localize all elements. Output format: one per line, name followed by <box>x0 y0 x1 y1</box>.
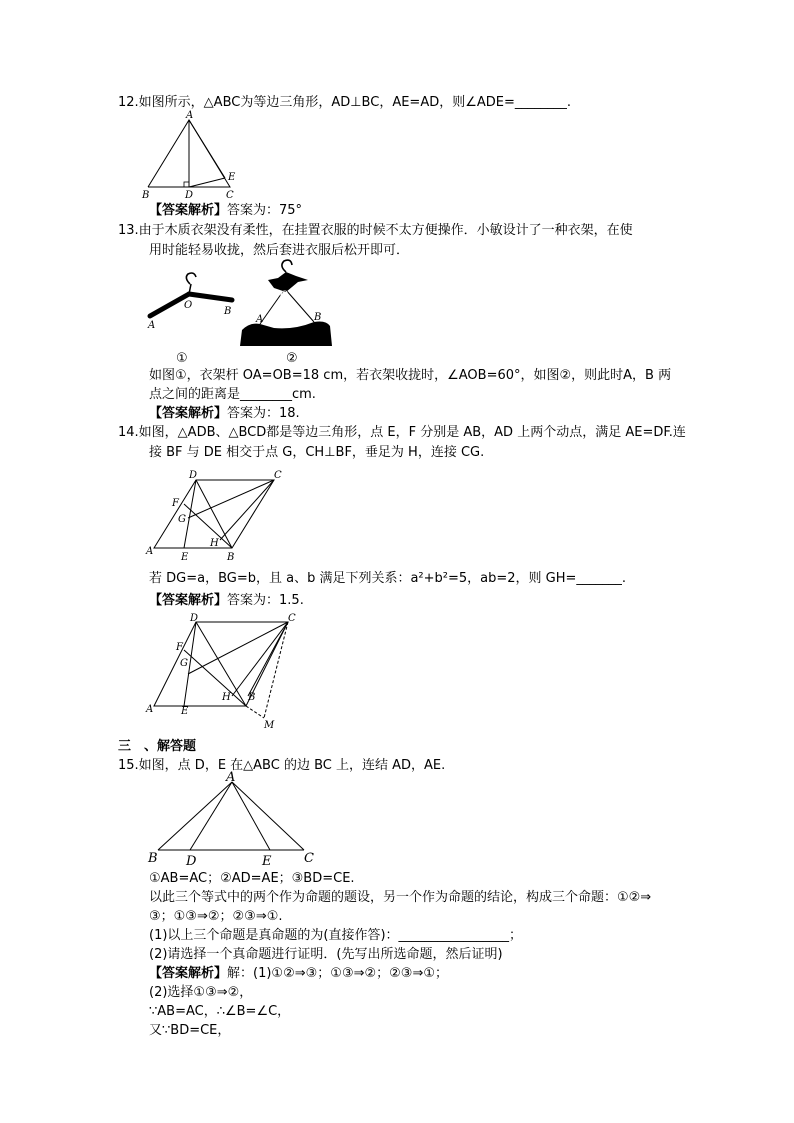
section-title: 三 、解答题 <box>118 739 197 754</box>
q15-label-a: A <box>226 770 236 785</box>
q13-fig2-label-b: B <box>314 312 322 323</box>
q15-label-e: E <box>262 854 272 869</box>
answer-tag: 【答案解析】 <box>149 593 228 608</box>
q15-label-c: C <box>304 851 314 866</box>
q14-ans-label-c: C <box>288 613 296 624</box>
q14-line1: 14.如图，△ADB、△BCD都是等边三角形，点 E，F 分别是 AB，AD 上两个动点，满足 AE=DF.连 <box>118 425 686 440</box>
q15-line2: 以此三个等式中的两个作为命题的题设，另一个作为命题的结论，构成三个命题：①②⇒ <box>149 890 652 905</box>
q15-answer <box>149 965 448 982</box>
q15-figure <box>144 770 324 869</box>
q14-label-c: C <box>274 470 282 481</box>
q14-label-b: B <box>227 552 235 563</box>
q12-label-a: A <box>186 110 194 121</box>
q14-label-d: D <box>189 470 198 481</box>
q13-line4: 点之间的距离是________cm. <box>149 387 316 402</box>
q14-ans-label-m: M <box>264 720 275 731</box>
q14-label-e: E <box>181 552 189 563</box>
q14-ans-label-b: B <box>248 692 256 703</box>
q15-conditions: ①AB=AC；②AD=AE；③BD=CE. <box>149 871 355 886</box>
answer-tag: 【答案解析】 <box>149 406 228 421</box>
q13-fig2-label-a: A <box>256 314 264 325</box>
q13-answer <box>149 405 300 422</box>
q14-label-g: G <box>178 514 186 525</box>
q15-label-b: B <box>148 851 158 866</box>
q13-fig1-label-b: B <box>224 306 232 317</box>
q14-ans-label-h: H <box>222 692 231 703</box>
q13-figure-1 <box>146 266 246 336</box>
q14-ans-label-f: F <box>176 642 183 653</box>
q13-fig2-label-o: O <box>280 290 289 301</box>
q14-line3: 若 DG=a，BG=b，且 a、b 满足下列关系：a²+b²=5，ab=2，则 GH=_______. <box>149 571 627 586</box>
q12-figure <box>140 112 240 200</box>
q13-fig1-label-o: O <box>184 300 193 311</box>
q12-label-b: B <box>142 190 150 201</box>
q14-answer-figure <box>144 612 304 734</box>
q15-label-d: D <box>186 854 197 869</box>
q15-line4: (1)以上三个命题是真命题的为(直接作答)：_________________； <box>149 928 523 943</box>
q15-sol2: ∵AB=AC，∴∠B=∠C， <box>149 1004 291 1019</box>
q13-fig2-caption: ② <box>286 351 298 366</box>
answer-text: 答案为：75° <box>227 203 303 218</box>
q12-label-d: D <box>185 190 194 201</box>
q12-label-e: E <box>228 172 236 183</box>
q14-label-h: H <box>210 538 219 549</box>
q15-sol3: 又∵BD=CE， <box>149 1023 231 1038</box>
q14-ans-label-a: A <box>146 704 154 715</box>
q15-line5: (2)请选择一个真命题进行证明．(先写出所选命题，然后证明) <box>149 947 503 962</box>
q13-line2: 用时能轻易收拢，然后套进衣服后松开即可． <box>149 243 410 258</box>
q15-sol1: (2)选择①③⇒②， <box>149 985 253 1000</box>
answer-text: 解：(1)①②⇒③；①③⇒②；②③⇒①； <box>227 966 448 981</box>
q14-line2: 接 BF 与 DE 相交于点 G，CH⊥BF，垂足为 H，连接 CG. <box>149 445 485 460</box>
q12-text: 12.如图所示，△ABC为等边三角形，AD⊥BC，AE=AD，则∠ADE=________. <box>118 95 572 110</box>
q14-figure <box>144 466 294 564</box>
answer-text: 答案为：1.5. <box>227 593 304 608</box>
q14-label-a: A <box>146 546 154 557</box>
q13-figure-2 <box>234 258 334 348</box>
answer-text: 答案为：18. <box>227 406 300 421</box>
q13-line3: 如图①，衣架杆 OA=OB=18 cm，若衣架收拢时，∠AOB=60°，如图②，则此时A，B 两 <box>149 368 672 383</box>
q14-label-f: F <box>172 498 179 509</box>
q14-ans-label-e: E <box>181 706 189 717</box>
q14-ans-label-g: G <box>180 658 188 669</box>
q13-fig1-label-a: A <box>148 320 156 331</box>
q13-fig1-caption: ① <box>176 351 188 366</box>
q14-answer <box>149 592 304 609</box>
q12-label-c: C <box>226 190 234 201</box>
answer-tag: 【答案解析】 <box>149 966 228 981</box>
q12-answer <box>149 202 302 219</box>
answer-tag: 【答案解析】 <box>149 203 228 218</box>
q15-line1: 15.如图，点 D，E 在△ABC 的边 BC 上，连结 AD，AE. <box>118 758 446 773</box>
q13-line1: 13.由于木质衣架没有柔性，在挂置衣服的时候不太方便操作．小敏设计了一种衣架，在使 <box>118 223 633 238</box>
q15-line3: ③；①③⇒②；②③⇒①. <box>149 909 283 924</box>
q14-ans-label-d: D <box>190 613 199 624</box>
